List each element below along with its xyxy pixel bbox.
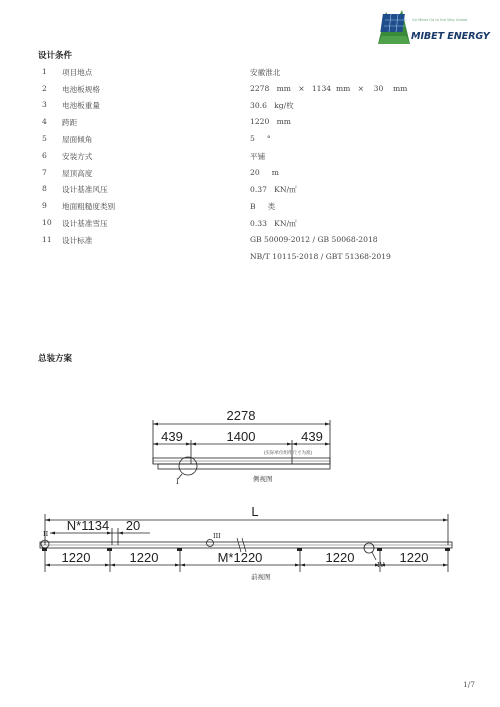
param-name: 电池板规格 [62,85,100,94]
param-value: 1220 mm [250,117,291,126]
param-number: 9 [42,201,47,210]
param-number: 5 [42,134,47,143]
side-detail-circle [179,457,197,475]
param-name: 安装方式 [62,152,93,161]
side-view-caption: 侧视图 [253,475,273,483]
front-total-dim: L [251,504,259,519]
side-right-dim: 439 [301,429,323,444]
param-value: B 类 [250,202,276,211]
assembly-drawing [0,400,500,600]
front-view-caption: 前视图 [251,573,271,581]
front-gap-dim: 20 [125,518,141,533]
param-value: 安徽淮北 [250,68,281,77]
param-value: 0.37 KN/㎡ [250,185,297,194]
param-number: 7 [42,168,47,177]
side-total-dim: 2278 [226,408,256,423]
param-name: 地面粗糙度类别 [62,202,116,211]
side-left-dim: 439 [161,429,183,444]
param-number: 1 [42,67,47,76]
param-number: 10 [42,218,52,227]
design-conditions-title: 设计条件 [38,51,73,61]
param-value: 30.6 kg/枚 [250,101,294,110]
front-span-5: 1220 [399,550,429,565]
front-detail-iii-circle [207,540,214,547]
param-name: 屋面倾角 [62,135,93,144]
param-number: 11 [42,235,52,244]
front-detail-iii: III [213,532,221,540]
side-middle-dim: 1400 [226,429,256,444]
side-detail-label: I [176,478,179,486]
param-name: 电池板重量 [62,101,100,110]
logo-brand: MIBET ENERGY [411,31,490,42]
param-value: 平铺 [250,152,266,161]
param-number: 3 [42,100,47,109]
side-rail [158,464,330,469]
front-span-2: 1220 [129,550,159,565]
param-value: GB 50009-2012 / GB 50068-2018 [250,235,378,244]
param-value: 5 ° [250,134,271,143]
front-detail-iv: IV [377,561,385,569]
company-logo [376,6,494,46]
front-span-mid: M*1220 [217,550,263,565]
param-number: 8 [42,184,47,193]
param-name: 屋顶高度 [62,169,93,178]
page-number: 1/7 [463,680,476,689]
param-name: 设计标准 [62,236,93,245]
param-value: 0.33 KN/㎡ [250,219,297,228]
param-value: 20 m [250,168,279,177]
param-name: 设计基准雪压 [62,219,108,228]
front-span-1: 1220 [61,550,91,565]
logo-tagline: Go Mibet Go to the Way Ahead [412,18,468,22]
front-span-4: 1220 [325,550,355,565]
param-number: 4 [42,117,47,126]
front-detail-ii: II [43,530,49,538]
param-number: 6 [42,151,47,160]
param-name: 跨距 [62,118,78,127]
param-value: NB/T 10115-2018 / GBT 51368-2019 [250,252,391,261]
param-number: 2 [42,84,47,93]
param-name: 项目地点 [62,68,93,77]
param-value: 2278 mm × 1134 mm × 30 mm [250,84,408,93]
side-note: (实际单位组件尺寸为准) [264,450,312,455]
front-panel-dim: N*1134 [66,518,110,533]
solar-panel-logo-icon [376,6,412,46]
param-name: 设计基准风压 [62,185,108,194]
assembly-plan-title: 总装方案 [38,354,73,364]
